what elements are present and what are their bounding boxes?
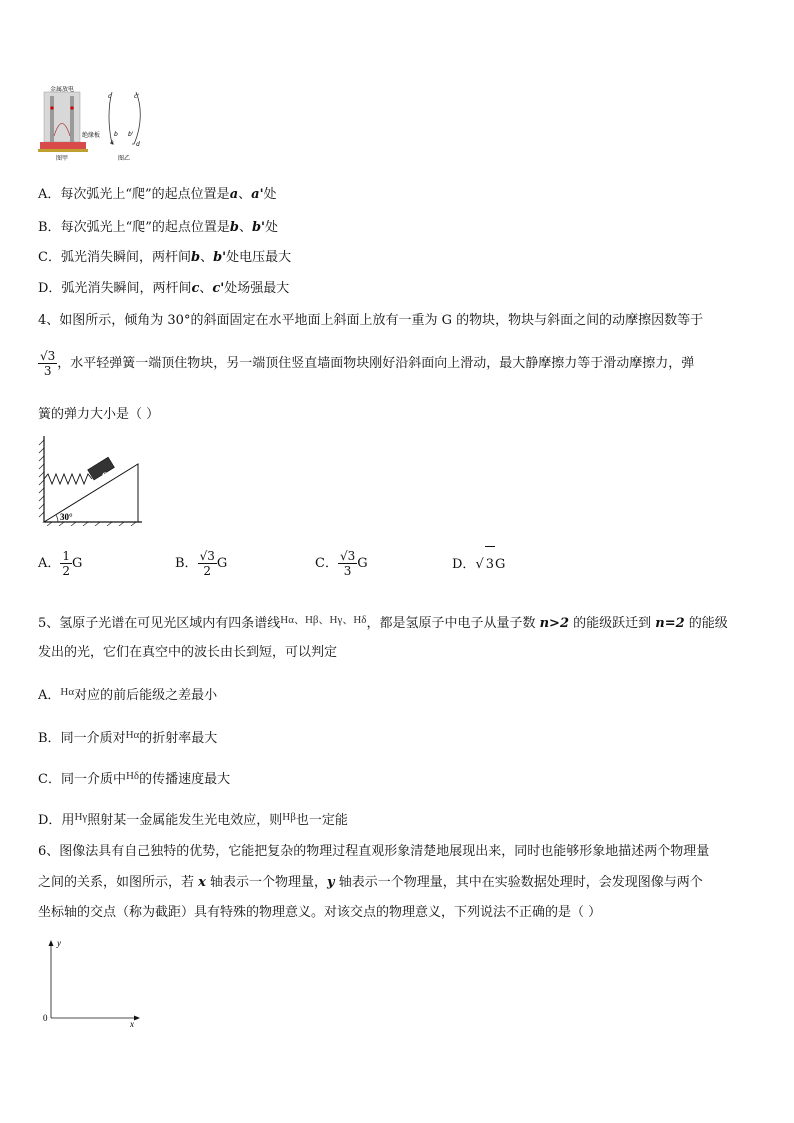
q6-stem-line3: 坐标轴的交点（称为截距）具有特殊的物理意义。对该交点的物理意义，下列说法不正确的是（ ） <box>38 905 602 920</box>
label-c2: c' <box>134 93 139 100</box>
axis-y-label: y <box>57 938 61 948</box>
q4-frac-mu: $\frac{√3}{3}$ <box>40 349 56 378</box>
q4-options <box>38 546 758 582</box>
q3-figure <box>38 86 158 166</box>
q5-option-c: C．同一介质中$^{H\delta}$的传播速度最大 <box>38 770 231 787</box>
q5-stem-line2: 发出的光，它们在真空中的波长由长到短，可以判定 <box>38 645 338 660</box>
q4-figure <box>38 434 148 526</box>
label-b2: b' <box>128 131 134 138</box>
axis-x-label: x <box>130 1019 134 1028</box>
q4-stem-line2: $\frac{√3}{3}$ ，水平轻弹簧一端顶住物块，另一端顶住竖直墙面物块刚好沿斜面向上滑动，最大静摩擦力等于滑动摩擦力，弹 <box>40 349 695 378</box>
q4-option-b: B． $\frac{√3}{2}$ G <box>175 549 228 578</box>
q5-option-b: B．同一介质对$^{H\alpha}$的折射率最大 <box>38 729 218 746</box>
q6-stem-line2: 之间的关系，如图所示，若 x 轴表示一个物理量，y 轴表示一个物理量，其中在实验数据处理时，会发现图像与两个 <box>38 875 703 890</box>
label-fig-b: 图乙 <box>118 155 131 162</box>
q3-option-d: D．弧光消失瞬间，两杆间c、c'处场强最大 <box>38 281 290 296</box>
label-insulator: 绝缘板 <box>82 132 101 139</box>
q5-stem-line1: 5、氢原子光谱在可见光区域内有四条谱线$^{H\alpha、H\beta、H\gamma、H\delta}$，都是氢原子中电子从量子数 n>2 的能级跃迁到 n=2 的能级 <box>38 614 728 631</box>
q6-stem-line1: 6、图像法具有自己独特的优势，它能把复杂的物理过程直观形象清楚地展现出来，同时也能够形象地描述两个物理量 <box>38 844 710 859</box>
label-fig-a: 图甲 <box>56 155 69 162</box>
q4-option-c: C． $\frac{√3}{3}$ G <box>315 549 368 578</box>
label-metal-rod: 金属放电 <box>50 86 75 93</box>
label-c: c <box>108 93 112 100</box>
q5-option-d: D．用$^{H\gamma}$照射某一金属能发生光电效应，则$^{H\beta}$也一定能 <box>38 811 348 828</box>
block-label: G <box>102 471 109 480</box>
q3-option-b: B．每次弧光上“爬”的起点位置是b、b'处 <box>38 220 279 235</box>
q3-option-c: C．弧光消失瞬间，两杆间b、b'处电压最大 <box>38 250 292 265</box>
label-b: b <box>114 131 118 138</box>
q4-option-a: A． $\frac{1}{2}$ G <box>38 549 83 578</box>
q3-option-a: A．每次弧光上“爬”的起点位置是a、a'处 <box>38 187 277 202</box>
q5-option-a: A．$^{H\alpha}$对应的前后能级之差最小 <box>38 686 218 703</box>
q4-stem-line1: 4、如图所示，倾角为 30°的斜面固定在水平地面上斜面上放有一重为 G 的物块，物块与斜面之间的动摩擦因数等于 <box>38 313 704 328</box>
origin-label: 0 <box>43 1013 48 1023</box>
label-a: a <box>110 139 114 146</box>
label-d: d <box>136 141 140 148</box>
q4-stem-line3: 簧的弹力大小是（ ） <box>38 407 160 422</box>
angle-label: 30° <box>60 512 73 522</box>
q6-axes-figure <box>38 936 148 1028</box>
q4-option-d: D．√ 3G <box>452 546 505 583</box>
